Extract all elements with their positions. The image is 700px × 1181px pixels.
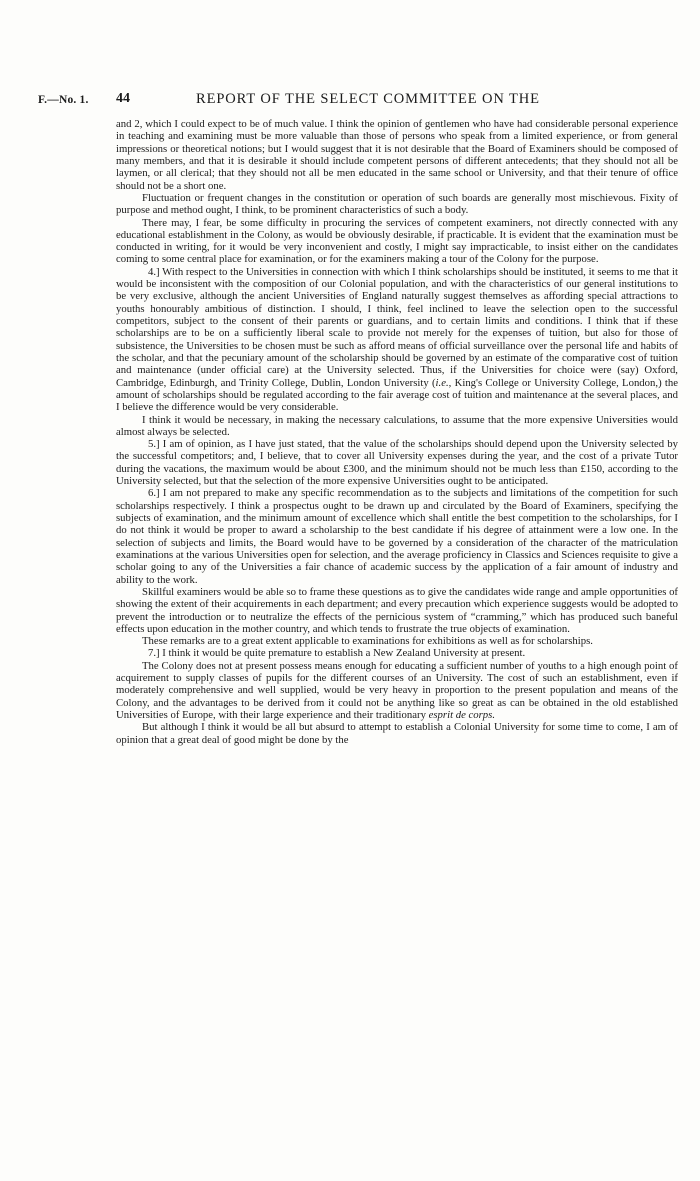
paragraph	[116, 438, 678, 487]
body-text	[116, 118, 678, 746]
paragraph	[116, 192, 678, 217]
paragraph-text: The Colony does not at present possess means enough for educating a sufficient number of youths to a high enough point of acquirement to supply classes of pupils for the different courses of an University. The cost of such an establishment, even if moderately comprehensive and well supplied, would be very heavy in proportion to the present population and means of the Colony, and the advantages to be derived from it could not be anything like so great as can be obtained in the old established Universities of Europe, with their large experience and their traditionary	[116, 659, 678, 721]
paragraph-text: 7.] I think it would be quite premature to establish a New Zealand University at present.	[148, 647, 526, 660]
paragraph-text: 4.] With respect to the Universities in connection with which I think scholarships should be instituted, it seems to me that it would be inconsistent with the composition of our Colonial population, and with the characteristics of our general institutions to be very exclusive, although the ancient Universities of England naturally suggest themselves as affording special attractions to youths honourably ambitious of distinction. I should, I think, feel inclined to leave the selection open to the successful competitors, subject to the consent of their parents or guardians, and to certain limits and conditions. I think that if these scholarships are to be on a sufficiently liberal scale to provide not merely for the expenses of tuition, but also for those of subsistence, the Universities to be chosen must be such as afford means of official surveillance over the personal life and habits of the scholar, and that the pecuniary amount of the scholarship should be governed by an estimate of the comparative cost of tuition and maintenance (under official care) at the University selected. Thus, if the Universities for choice were (say) Oxford, Cambridge, Edinburgh, and Trinity College, Dublin, London University (	[116, 265, 678, 389]
paragraph-text: These remarks are to a great extent applicable to examinations for exhibitions as well as for scholarships.	[142, 635, 593, 648]
paragraph	[116, 217, 678, 266]
paragraph	[116, 647, 678, 659]
paragraph-text: 6.] I am not prepared to make any specific recommendation as to the subjects and limitations of the competition for such scholarships respectively. I think a prospectus ought to be drawn up and circulated by the Board of Examiners, specifying the subjects of examination, and the minimum amount of excellence which shall entitle the best competition to the scholarships, for I do not think it would be proper to award a scholarship to the best candidate if his degree of attainment were a low one. In the selection of subjects and limits, the Board would have to be governed by a consideration of the character of the matriculation examinations at the various Universities open for selection, and the average proficiency in Classics and Sciences requisite to give a scholar going to any of the Universities a fair chance of academic success by the application of a fair amount of industry and ability to the work.	[116, 487, 678, 586]
paragraph-text: Fluctuation or frequent changes in the constitution or operation of such boards are generally most mischievous. Fixity of purpose and method ought, I think, to be prominent characteristics of such a body.	[116, 191, 678, 217]
paragraph-text: King's College or University College, London,) the amount of scholarships should be regulated according to the fair average cost of tuition and maintenance at the several places, and I believe the difference would be very considerable.	[116, 376, 679, 414]
paragraph	[116, 721, 678, 746]
paragraph	[116, 635, 678, 647]
paragraph-text: There may, I fear, be some difficulty in procuring the services of competent examiners, not directly connected with any educational establishment in the Colony, as would be obviously desirable, if practicable. It is evident that the examination must be conducted in writing, for it would be very inconvenient and costly, I might say impracticable, to insist either on the candidates coming to some central place for examination, or for the examiners making a tour of the Colony for the purpose.	[116, 216, 678, 266]
paragraph-text: and 2, which I could expect to be of much value. I think the opinion of gentlemen who have had considerable personal experience in teaching and examining must be more valuable than those of persons who speak from a limited experience, or from general impressions or theoretical notions; but I would suggest that it is not desirable that the Board of Examiners should be composed of many members, and that it is desirable it should include competent persons of different antecedents; that they should not all be laymen, or all clerical; that they should not all be men educated in the same school or University, and that their tenure of office should not be a short one.	[116, 118, 678, 192]
paragraph	[116, 660, 678, 722]
paper-reference: F.—No. 1.	[38, 94, 89, 106]
page-number: 44	[116, 91, 130, 106]
paragraph	[116, 118, 678, 192]
paragraph-text: Skillful examiners would be able so to frame these questions as to give the candidates wide range and ample opportunities of showing the extent of their acquirements in each department; and every precaution which experience suggests would be adopted to prevent the introduction or to neutralize the effects of the pernicious system of “cramming,” which has produced such baneful effects upon education in the mother country, and which tends to frustrate the true objects of examination.	[116, 585, 678, 635]
italic-text: i.e.,	[435, 376, 452, 389]
paragraph-text: But although I think it would be all but absurd to attempt to establish a Colonial University for some time to come, I am of opinion that a great deal of good might be done by the	[116, 721, 678, 746]
paragraph-text: I think it would be necessary, in making the necessary calculations, to assume that the more expensive Universities would almost always be selected.	[116, 413, 678, 438]
running-title: REPORT OF THE SELECT COMMITTEE ON THE	[196, 91, 540, 107]
paragraph	[116, 586, 678, 635]
paragraph	[116, 487, 678, 586]
italic-text: esprit de corps.	[428, 709, 496, 721]
paragraph	[116, 414, 678, 439]
paragraph	[116, 266, 678, 414]
paragraph-text: 5.] I am of opinion, as I have just stated, that the value of the scholarships should depend upon the University selected by the successful competitors; and, I believe, that to cover all University expenses during the year, and the cost of a private Tutor during the vacations, the maximum would be about £300, and the minimum should not be much less than £150, according to the University selected, but that the selection of the more expensive Universities ought to be anticipated.	[116, 438, 678, 488]
